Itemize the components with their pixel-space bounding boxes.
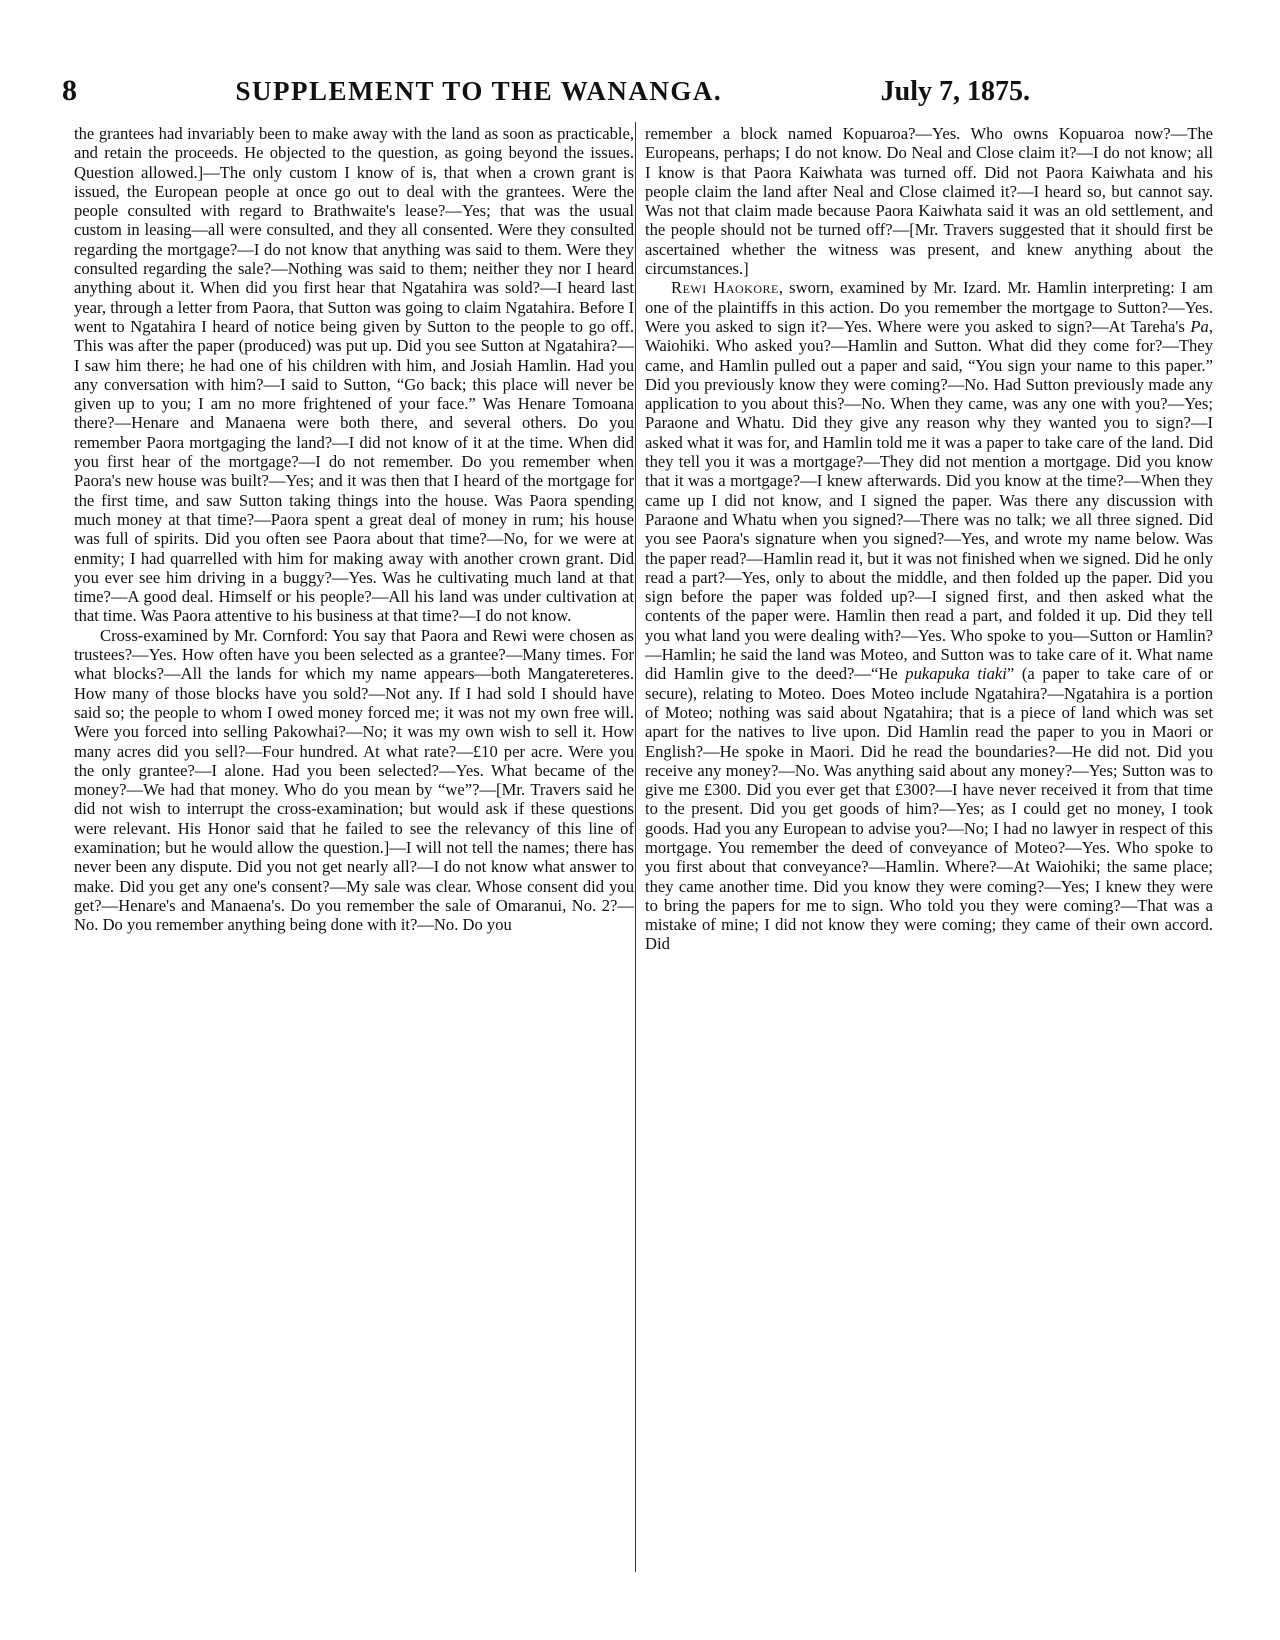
- left-paragraph-1: the grantees had invariably been to make away with the land as soon as practicable, and retain the proceeds. He objected to the question, as going beyond the issues. Question allowed.]—The only custom I know of is, that when a crown grant is issued, the European people at once go out to deal with the grantees. Were the people consulted with regard to Brathwaite's lease?—Yes; that was the usual custom in leasing—all were consulted, and they all consented. Were they consulted regarding the mortgage?—I do not know that anything was said to them. Were they consulted regarding the sale?—Nothing was said to them; neither they nor I heard anything about it. When did you first hear that Ngatahira was sold?—I heard last year, through a letter from Paora, that Sutton was going to claim Ngatahira. Before I went to Ngatahira I heard of notice being given by Sutton to the people to go off. This was after the paper (produced) was put up. Did you see Sutton at Ngatahira?—I saw him there; he had one of his children with him, and Josiah Hamlin. Had you any conversation with him?—I said to Sutton, “Go back; this place will never be given up to you; I am no more frightened of your face.” Was Henare Tomoana there?—Henare and Manaena were both there, and several others. Do you remember Paora mortgaging the land?—I did not know of it at the time. When did you first hear of the mortgage?—I do not remember. Do you remember when Paora's new house was built?—Yes; and it was then that I heard of the mortgage for the first time, and saw Sutton taking things into the house. Was Paora spending much money at that time?—Paora spent a great deal of money in rum; his house was full of spirits. Did you often see Paora about that time?—No, for we were at enmity; I had quarrelled with him for making away with another crown grant. Did you ever see him driving in a buggy?—Yes. Was he cultivating much land at that time?—A good deal. Himself or his people?—All his land was under cultivation at that time. Was Paora attentive to his business at that time?—I do not know.: [74, 124, 634, 626]
- page-number: 8: [62, 74, 77, 107]
- right-paragraph-2: [645, 278, 1213, 953]
- issue-date: July 7, 1875.: [880, 76, 1030, 107]
- witness-name: Rewi Haokore: [671, 278, 779, 298]
- left-paragraph-cross-examination: Cross-examined by Mr. Cornford: You say that Paora and Rewi were chosen as trustees?—Yes. How often have you been selected as a grantee?—Many times. For what blocks?—All the lands for which my name appears—both Mangatereteres. How many of those blocks have you sold?—Not any. If I had sold I should have said so; the people to whom I owed money forced me; it was not my own free will. Were you forced into selling Pakowhai?—No; it was my own wish to sell it. How many acres did you sell?—Four hundred. At what rate?—£10 per acre. Were you the only grantee?—I alone. Had you been selected?—Yes. What became of the money?—We had that money. Who do you mean by “we”?—[Mr. Travers said he did not wish to interrupt the cross-examination; but would ask if these questions were relevant. His Honor said that he failed to see the relevancy of this line of examination; but he would allow the question.]—I will not tell the names; there has never been any dispute. Did you not get nearly all?—I do not know what answer to make. Did you get any one's consent?—My sale was clear. Whose consent did you get?—Henare's and Manaena's. Do you remember the sale of Omaranui, No. 2?—No. Do you remember anything being done with it?—No. Do you: [74, 625, 634, 935]
- right-paragraph-1: remember a block named Kopuaroa?—Yes. Who owns Kopuaroa now?—The Europeans, perhaps; I do not know. Do Neal and Close claim it?—I do not know; all I know is that Paora Kaiwhata was turned off. Did not Paora Kaiwhata and his people claim the land after Neal and Close claimed it?—I heard so, but cannot say. Was not that claim made because Paora Kaiwhata said it was an old settlement, and the people should not be turned off?—[Mr. Travers suggested that it should first be ascertained whether the witness was present, and knew anything about the circumstances.]: [645, 124, 1213, 279]
- testimony-text-b: , Waiohiki. Who asked you?—Hamlin and Sutton. What did they come for?—They came, and Hamlin pulled out a paper and said, “You sign your name to this paper.” Did you previously know they were coming?—No. Had Sutton previously made any application to you about this?—No. When they came, was any one with you?—Yes; Paraone and Whatu. Did they give any reason why they wanted you to sign?—I asked what it was for, and Hamlin told me it was a paper to take care of the land. Did they tell you it was a mortgage?—They did not mention a mortgage. Did you know that it was a mortgage?—I knew afterwards. Did you know at the time?—When they came up I did not know, and I signed the paper. Was there any discussion with Paraone and Whatu when you signed?—There was no talk; we all three signed. Did you see Paora's signature when you signed?—Yes, and wrote my name below. Was the paper read?—Hamlin read it, but it was not finished when we signed. Did he only read a part?—Yes, only to about the middle, and then folded up the paper. Did you sign before the paper was folded up?—I signed first, and then asked what the contents of the paper were. Hamlin then read a part, and folded it up. Did they tell you what land you were dealing with?—Yes. Who spoke to you—Sutton or Hamlin?—Hamlin; he said the land was Moteo, and Sutton was to take care of it. What name did Hamlin give to the deed?—“He: [645, 316, 1213, 684]
- column-divider: [635, 122, 636, 1572]
- left-column: [74, 124, 634, 934]
- testimony-text-c: ” (a paper to take care of or secure), relating to Moteo. Does Moteo include Ngatahira?—Ngatahira is a portion of Moteo; nothing was said about Ngatahira; that is a piece of land which was set apart for the natives to live upon. Did Hamlin read the paper to you in Maori or English?—He spoke in Maori. Did he read the boundaries?—He did not. Did you receive any money?—No. Was anything said about any money?—Yes; Sutton was to give me £300. Did you ever get that £300?—I have never received it from that time to the present. Did you get goods of him?—Yes; as I could get no money, I took goods. Had you any European to advise you?—No; I had no lawyer in respect of this mortgage. You remember the deed of conveyance of Moteo?—Yes. Who spoke to you first about that conveyance?—Hamlin. Where?—At Waiohiki; the same place; they came another time. Did you know they were coming?—Yes; I knew they were to bring the papers for me to sign. Who told you they were coming?—That was a mistake of mine; I did not know they were coming; they came of their own accord. Did: [645, 664, 1213, 954]
- publication-title: SUPPLEMENT TO THE WANANGA.: [235, 76, 723, 106]
- maori-term: pukapuka tiaki: [905, 664, 1007, 684]
- right-column: [645, 124, 1213, 954]
- testimony-text-a: , sworn, examined by Mr. Izard. Mr. Hamlin interpreting: I am one of the plaintiffs in this action. Do you remember the mortgage to Sutton?—Yes. Were you asked to sign it?—Yes. Where were you asked to sign?—At Tareha's: [645, 278, 1213, 336]
- page-header: [62, 74, 1030, 114]
- pa-term: Pa: [1190, 316, 1209, 336]
